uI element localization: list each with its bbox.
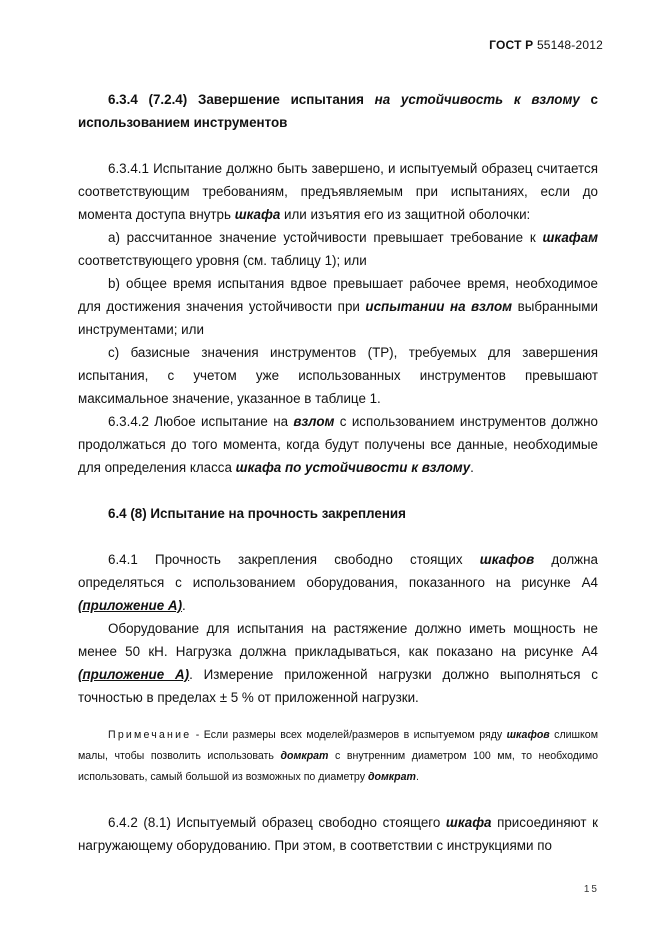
list-item-c: с) базисные значения инструментов (ТР), требуемых для завершения испытания, с учетом уже использованных инструментов превышают максимальное значение, указанное в таблице 1.	[78, 345, 598, 406]
paragraph-6-3-4-1: 6.3.4.1 Испытание должно быть завершено, и испытуемый образец считается соответствующим требованиям, предъявляемым при испытаниях, если до момента доступа внутрь шкафа или изъятия его из защитной оболочки:	[78, 161, 598, 222]
standard-number: 55148-2012	[536, 38, 603, 52]
page-number: 15	[583, 884, 599, 895]
paragraph-6-3-4-2: 6.3.4.2 Любое испытание на взлом с использованием инструментов должно продолжаться до того момента, когда будут получены все данные, необходимые для определения класса шкафа по устойчивости к взлому.	[78, 414, 598, 475]
section-heading-6-3-4: 6.3.4 (7.2.4) Завершение испытания на устойчивость к взлому с использованием инструментов	[78, 92, 598, 130]
section-heading-6-4: 6.4 (8) Испытание на прочность закрепления	[108, 506, 406, 521]
page-header	[489, 38, 603, 52]
paragraph-equipment: Оборудование для испытания на растяжение должно иметь мощность не менее 50 кН. Нагрузка должна прикладываться, как показано на рисунке А4 (приложение А). Измерение приложенной нагрузки должно выполняться с точностью в пределах ± 5 % от приложенной нагрузки.	[78, 621, 598, 705]
note: Примечание - Если размеры всех моделей/размеров в испытуемом ряду шкафов слишком малы, чтобы позволить использовать домкрат с внутренним диаметром 100 мм, то необходимо использовать, самый большой из возможных по диаметру домкрат.	[78, 729, 599, 783]
standard-label: ГОСТ Р	[489, 38, 534, 52]
appendix-a-reference: (приложение А)	[78, 598, 183, 613]
list-item-b: b) общее время испытания вдвое превышает рабочее время, необходимое для достижения значения устойчивости при испытании на взлом выбранными инструментами; или	[78, 276, 598, 337]
list-item-a: а) рассчитанное значение устойчивости превышает требование к шкафам соответствующего уровня (см. таблицу 1); или	[78, 230, 598, 268]
paragraph-6-4-1: 6.4.1 Прочность закрепления свободно стоящих шкафов должна определяться с использованием оборудования, показанного на рисунке А4 (приложение А).	[78, 552, 598, 613]
note-label: Примечание	[108, 729, 192, 741]
appendix-a-reference: (приложение А)	[78, 667, 190, 682]
document-body	[78, 88, 598, 857]
paragraph-6-4-2: 6.4.2 (8.1) Испытуемый образец свободно стоящего шкафа присоединяют к нагружающему оборудованию. При этом, в соответствии с инструкциями по	[78, 815, 598, 853]
